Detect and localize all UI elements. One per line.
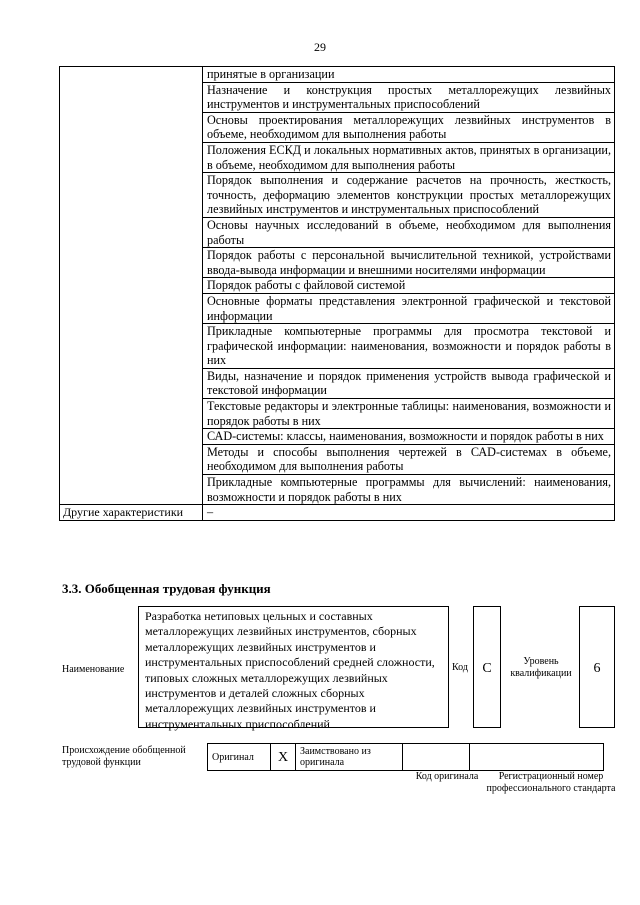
qualification-level-value: 6 (579, 606, 615, 728)
code-original-cell (403, 744, 470, 771)
section-title: 3.3. Обобщенная трудовая функция (62, 581, 271, 596)
requirement-text: принятые в организации (203, 67, 615, 83)
original-mark: X (271, 744, 296, 771)
requirement-text: Основы научных исследований в объеме, необходимом для выполнения работы (203, 217, 615, 247)
other-characteristics-value: – (203, 505, 615, 521)
requirement-text: САD-системы: классы, наименования, возможности и порядок работы в них (203, 429, 615, 445)
requirement-text: Порядок работы с персональной вычислительной техникой, устройствами ввода-вывода информации и внешними носителями информации (203, 248, 615, 278)
requirement-text: Назначение и конструкция простых металлорежущих лезвийных инструментов и инструментальных приспособлений (203, 82, 615, 112)
original-label: Оригинал (208, 744, 271, 771)
code-original-caption: Код оригинала (415, 771, 479, 782)
origin-table (207, 743, 604, 771)
code-value: С (473, 606, 501, 728)
code-label: Код (452, 662, 468, 673)
requirement-text: Основные форматы представления электронной графической и текстовой информации (203, 293, 615, 323)
name-label: Наименование (62, 664, 125, 675)
requirement-text: Прикладные компьютерные программы для вычислений: наименования, возможности и порядок работы в них (203, 475, 615, 505)
origin-label: Происхождение обобщенной трудовой функции (62, 745, 186, 768)
reg-number-cell (470, 744, 604, 771)
table-row (60, 505, 615, 521)
requirements-table (59, 66, 615, 521)
requirement-text: Прикладные компьютерные программы для просмотра текстовой и графической информации: наименования, возможности и порядок работы в них (203, 324, 615, 369)
requirement-text: Методы и способы выполнения чертежей в САD-системах в объеме, необходимом для выполнения работы (203, 444, 615, 474)
page-number: 29 (314, 40, 326, 54)
requirement-text: Текстовые редакторы и электронные таблицы: наименования, возможности и порядок работы в них (203, 399, 615, 429)
qualification-level-label: Уровень квалификации (510, 656, 572, 679)
requirement-text: Виды, назначение и порядок применения устройств вывода графической и текстовой информации (203, 368, 615, 398)
other-characteristics-label: Другие характеристики (60, 505, 203, 521)
table-row (60, 67, 615, 83)
requirement-text: Порядок работы с файловой системой (203, 278, 615, 294)
requirement-text: Положения ЕСКД и локальных нормативных актов, принятых в организации, в объеме, необходимом для выполнения работы (203, 142, 615, 172)
requirement-text: Основы проектирования металлорежущих лезвийных инструментов в объеме, необходимом для выполнения работы (203, 112, 615, 142)
function-name-value: Разработка нетиповых цельных и составных металлорежущих лезвийных инструментов, сборных металлорежущих лезвийных инструментов и инструментальных приспособлений средней сложности, типовых сложных металлорежущих лезвийных инструментов и деталей сложных сборных металлорежущих лезвийных инструментов и инструментальных приспособлений (138, 606, 449, 728)
borrowed-label: Заимствовано из оригинала (296, 744, 403, 771)
row-label-cell (60, 67, 203, 505)
reg-number-caption: Регистрационный номер профессионального стандарта (486, 771, 616, 794)
requirement-text: Порядок выполнения и содержание расчетов на прочность, жесткость, точность, деформацию элементов конструкции простых металлорежущих лезвийных инструментов и инструментальных приспособлений (203, 173, 615, 218)
